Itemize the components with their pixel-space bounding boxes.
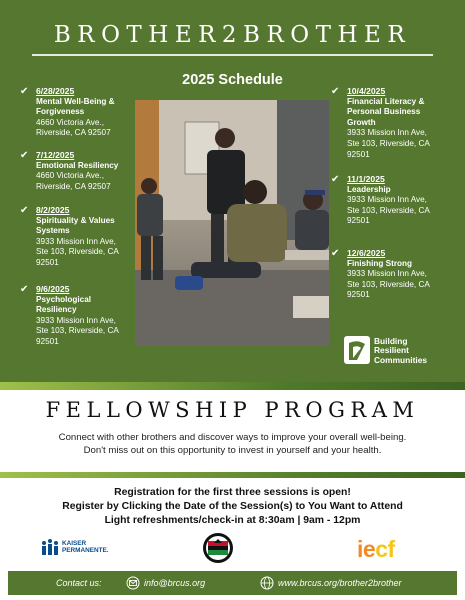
event-address: Ste 103, Riverside, CA	[347, 279, 430, 289]
registration-line: Light refreshments/check-in at 8:30am | 9am - 12pm	[104, 515, 361, 526]
iecf-logo: iecf	[357, 536, 395, 562]
registration-info	[0, 486, 465, 528]
registration-line: Registration for the first three sessions is open!	[114, 487, 351, 498]
contact-footer	[8, 571, 457, 595]
check-icon: ✔	[331, 86, 340, 97]
divider-band	[0, 382, 465, 390]
event-title: Finishing Strong	[347, 258, 413, 268]
event-date-link[interactable]: 9/6/2025	[36, 284, 70, 294]
divider-band	[0, 472, 465, 478]
check-icon: ✔	[20, 150, 29, 161]
community-seal-logo	[202, 532, 234, 569]
event-address: 3933 Mission Inn Ave,	[347, 269, 427, 279]
kaiser-logo-icon	[40, 538, 60, 556]
event-address: Riverside, CA 92507	[36, 181, 111, 191]
group-photo	[135, 100, 329, 346]
check-icon: ✔	[20, 86, 29, 97]
intro-line: Connect with other brothers and discover ways to improve your overall well-being.	[58, 432, 407, 443]
program-intro	[20, 432, 445, 457]
event-date-link[interactable]: 6/28/2025	[36, 86, 75, 96]
kaiser-permanente-logo	[40, 538, 109, 561]
event-item	[331, 174, 447, 227]
event-address: 3933 Mission Inn Ave,	[36, 315, 116, 325]
event-address: 92501	[347, 216, 370, 226]
event-title: Leadership	[347, 184, 391, 194]
fellowship-title: FELLOWSHIP PROGRAM	[45, 398, 420, 422]
check-icon: ✔	[331, 248, 340, 259]
check-icon: ✔	[20, 205, 29, 216]
intro-line: Don't miss out on this opportunity to invest in yourself and your health.	[83, 444, 382, 456]
kaiser-logo-text: KAISER PERMANENTE.	[62, 540, 109, 555]
event-item	[20, 86, 132, 139]
event-title: Mental Well-Being & Forgiveness	[36, 96, 115, 117]
event-address: Ste 103, Riverside, CA	[347, 205, 430, 215]
event-title: Psychological Resiliency	[36, 294, 92, 315]
globe-icon	[260, 576, 274, 595]
event-date-link[interactable]: 10/4/2025	[347, 86, 386, 96]
email-link[interactable]: info@brcus.org	[144, 578, 206, 588]
event-address: Riverside, CA 92507	[36, 128, 111, 138]
email-icon	[126, 576, 140, 595]
contact-label: Contact us:	[56, 578, 102, 588]
brc-logo-icon	[344, 336, 370, 364]
event-item	[20, 284, 132, 348]
brc-logo-text: Building Resilient Communities	[374, 336, 428, 365]
event-address: Ste 103, Riverside, CA	[36, 326, 119, 336]
event-address: 3933 Mission Inn Ave,	[347, 128, 427, 138]
event-date-link[interactable]: 7/12/2025	[36, 150, 75, 160]
event-item	[331, 86, 447, 160]
partner-logos	[0, 530, 465, 566]
registration-line: Register by Clicking the Date of the Session(s) to You Want to Attend	[62, 501, 403, 512]
event-address: 92501	[36, 257, 59, 267]
event-item	[20, 205, 132, 269]
event-date-link[interactable]: 11/1/2025	[347, 174, 385, 184]
event-address: 92501	[36, 336, 59, 346]
event-item	[20, 150, 132, 192]
title-underline	[32, 54, 433, 56]
event-address: 4660 Victoria Ave.,	[36, 171, 104, 181]
event-address: 3933 Mission Inn Ave,	[36, 236, 116, 246]
check-icon: ✔	[331, 174, 340, 185]
event-title: Spirituality & Values Systems	[36, 215, 115, 236]
event-address: 3933 Mission Inn Ave,	[347, 195, 427, 205]
website-link[interactable]: www.brcus.org/brother2brother	[278, 578, 402, 588]
event-title: Emotional Resiliency	[36, 160, 119, 170]
community-seal-icon	[202, 532, 234, 564]
event-date-link[interactable]: 8/2/2025	[36, 205, 70, 215]
schedule-heading: 2025 Schedule	[182, 72, 283, 88]
event-item	[331, 248, 447, 301]
event-address: 92501	[347, 290, 370, 300]
event-address: 4660 Victoria Ave.,	[36, 117, 104, 127]
group-discussion-image	[135, 100, 329, 346]
brc-logo	[344, 336, 444, 366]
check-icon: ✔	[20, 284, 29, 295]
event-address: Ste 103, Riverside, CA	[347, 138, 430, 148]
event-date-link[interactable]: 12/6/2025	[347, 248, 386, 258]
event-address: 92501	[347, 149, 370, 159]
program-brand-title: BROTHER2BROTHER	[53, 22, 412, 48]
event-title: Financial Literacy & Personal Business Growth	[347, 96, 425, 127]
event-address: Ste 103, Riverside, CA	[36, 247, 119, 257]
